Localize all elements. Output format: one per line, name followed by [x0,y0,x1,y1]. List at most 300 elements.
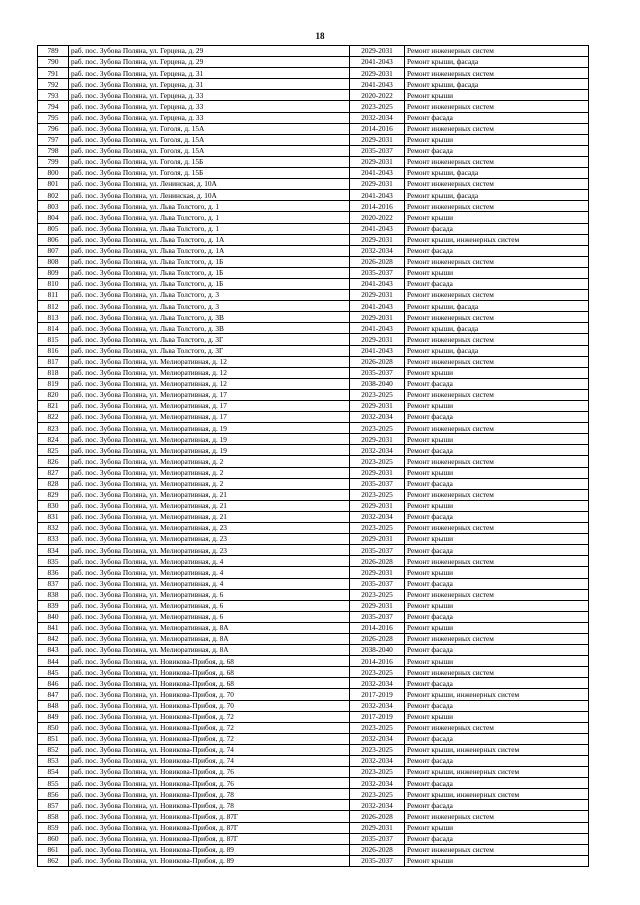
work-type-cell: Ремонт крыши [405,367,589,378]
work-type-cell: Ремонт инженерных систем [405,423,589,434]
address-cell: раб. пос. Зубова Поляна, ул. Новикова-Прибоя, д. 72 [69,722,350,733]
period-cell: 2023-2025 [350,722,405,733]
address-cell: раб. пос. Зубова Поляна, ул. Льва Толстого, д. 3В [69,312,350,323]
period-cell: 2032-2034 [350,678,405,689]
address-cell: раб. пос. Зубова Поляна, ул. Новикова-Прибоя, д. 87Г [69,822,350,833]
address-cell: раб. пос. Зубова Поляна, ул. Мелиоративная, д. 8А [69,633,350,644]
row-number-cell: 826 [38,456,69,467]
address-cell: раб. пос. Зубова Поляна, ул. Новикова-Прибоя, д. 74 [69,744,350,755]
address-cell: раб. пос. Зубова Поляна, ул. Мелиоративная, д. 2 [69,478,350,489]
work-type-cell: Ремонт инженерных систем [405,456,589,467]
row-number-cell: 854 [38,767,69,778]
row-number-cell: 829 [38,489,69,500]
table-row [38,90,589,101]
table-row [38,57,589,68]
period-cell: 2014-2016 [350,123,405,134]
address-cell: раб. пос. Зубова Поляна, ул. Гоголя, д. 15А [69,134,350,145]
work-type-cell: Ремонт крыши, инженерных систем [405,689,589,700]
row-number-cell: 808 [38,256,69,267]
address-cell: раб. пос. Зубова Поляна, ул. Мелиоративная, д. 4 [69,578,350,589]
table-row [38,800,589,811]
period-cell: 2032-2034 [350,112,405,123]
address-cell: раб. пос. Зубова Поляна, ул. Герцена, д. 33 [69,112,350,123]
work-type-cell: Ремонт инженерных систем [405,633,589,644]
row-number-cell: 807 [38,245,69,256]
address-cell: раб. пос. Зубова Поляна, ул. Гоголя, д. 15А [69,123,350,134]
table-row [38,101,589,112]
table-row [38,489,589,500]
address-cell: раб. пос. Зубова Поляна, ул. Мелиоративная, д. 21 [69,500,350,511]
row-number-cell: 861 [38,844,69,855]
work-type-cell: Ремонт крыши, инженерных систем [405,789,589,800]
period-cell: 2041-2043 [350,323,405,334]
table-row [38,645,589,656]
work-type-cell: Ремонт инженерных систем [405,256,589,267]
table-row [38,401,589,412]
table-row [38,722,589,733]
row-number-cell: 814 [38,323,69,334]
work-type-cell: Ремонт фасада [405,378,589,389]
address-cell: раб. пос. Зубова Поляна, ул. Мелиоративная, д. 4 [69,556,350,567]
row-number-cell: 852 [38,744,69,755]
row-number-cell: 860 [38,833,69,844]
table-row [38,578,589,589]
row-number-cell: 811 [38,290,69,301]
period-cell: 2041-2043 [350,190,405,201]
row-number-cell: 850 [38,722,69,733]
row-number-cell: 853 [38,756,69,767]
work-type-cell: Ремонт крыши [405,656,589,667]
work-type-cell: Ремонт крыши [405,534,589,545]
row-number-cell: 851 [38,733,69,744]
address-cell: раб. пос. Зубова Поляна, ул. Герцена, д. 29 [69,46,350,57]
period-cell: 2035-2037 [350,367,405,378]
table-row [38,611,589,622]
table-row [38,423,589,434]
table-row [38,545,589,556]
address-cell: раб. пос. Зубова Поляна, ул. Мелиоративная, д. 2 [69,456,350,467]
work-type-cell: Ремонт фасада [405,778,589,789]
address-cell: раб. пос. Зубова Поляна, ул. Мелиоративная, д. 12 [69,378,350,389]
table-row [38,456,589,467]
period-cell: 2026-2028 [350,844,405,855]
period-cell: 2029-2031 [350,68,405,79]
address-cell: раб. пос. Зубова Поляна, ул. Ленинская, д. 10А [69,179,350,190]
row-number-cell: 790 [38,57,69,68]
period-cell: 2041-2043 [350,301,405,312]
period-cell: 2035-2037 [350,611,405,622]
period-cell: 2017-2019 [350,711,405,722]
address-cell: раб. пос. Зубова Поляна, ул. Герцена, д. 29 [69,57,350,68]
work-type-cell: Ремонт крыши [405,90,589,101]
work-type-cell: Ремонт фасада [405,645,589,656]
row-number-cell: 803 [38,201,69,212]
address-cell: раб. пос. Зубова Поляна, ул. Герцена, д. 33 [69,101,350,112]
work-type-cell: Ремонт фасада [405,833,589,844]
address-cell: раб. пос. Зубова Поляна, ул. Новикова-Прибоя, д. 74 [69,756,350,767]
work-type-cell: Ремонт крыши, фасада [405,79,589,90]
table-row [38,179,589,190]
period-cell: 2029-2031 [350,290,405,301]
table-row [38,778,589,789]
address-cell: раб. пос. Зубова Поляна, ул. Льва Толстого, д. 1 [69,201,350,212]
table-row [38,500,589,511]
work-type-cell: Ремонт инженерных систем [405,523,589,534]
table-row [38,733,589,744]
table-row [38,767,589,778]
period-cell: 2023-2025 [350,101,405,112]
table-row [38,833,589,844]
work-type-cell: Ремонт фасада [405,445,589,456]
address-cell: раб. пос. Зубова Поляна, ул. Льва Толстого, д. 1А [69,234,350,245]
period-cell: 2029-2031 [350,500,405,511]
address-cell: раб. пос. Зубова Поляна, ул. Новикова-Прибоя, д. 89 [69,855,350,866]
table-row [38,656,589,667]
row-number-cell: 845 [38,667,69,678]
table-row [38,689,589,700]
row-number-cell: 795 [38,112,69,123]
row-number-cell: 816 [38,345,69,356]
table-row [38,633,589,644]
work-type-cell: Ремонт фасада [405,478,589,489]
work-type-cell: Ремонт крыши [405,267,589,278]
table-row [38,445,589,456]
address-cell: раб. пос. Зубова Поляна, ул. Новикова-Прибоя, д. 76 [69,778,350,789]
period-cell: 2032-2034 [350,756,405,767]
table-row [38,600,589,611]
period-cell: 2041-2043 [350,57,405,68]
table-row [38,68,589,79]
address-cell: раб. пос. Зубова Поляна, ул. Льва Толстого, д. 3Г [69,334,350,345]
period-cell: 2026-2028 [350,356,405,367]
row-number-cell: 813 [38,312,69,323]
period-cell: 2023-2025 [350,523,405,534]
address-cell: раб. пос. Зубова Поляна, ул. Мелиоративная, д. 17 [69,412,350,423]
period-cell: 2035-2037 [350,478,405,489]
address-cell: раб. пос. Зубова Поляна, ул. Новикова-Прибоя, д. 78 [69,789,350,800]
table-row [38,811,589,822]
work-type-cell: Ремонт инженерных систем [405,68,589,79]
period-cell: 2035-2037 [350,545,405,556]
work-type-cell: Ремонт крыши, фасада [405,190,589,201]
table-row [38,290,589,301]
work-type-cell: Ремонт фасада [405,733,589,744]
period-cell: 2029-2031 [350,179,405,190]
table-row [38,567,589,578]
period-cell: 2023-2025 [350,423,405,434]
period-cell: 2041-2043 [350,168,405,179]
row-number-cell: 842 [38,633,69,644]
work-type-cell: Ремонт крыши [405,567,589,578]
row-number-cell: 837 [38,578,69,589]
address-cell: раб. пос. Зубова Поляна, ул. Мелиоративная, д. 8А [69,622,350,633]
work-type-cell: Ремонт крыши [405,855,589,866]
table-row [38,334,589,345]
table-row [38,190,589,201]
period-cell: 2032-2034 [350,245,405,256]
period-cell: 2029-2031 [350,434,405,445]
row-number-cell: 838 [38,589,69,600]
period-cell: 2026-2028 [350,256,405,267]
work-type-cell: Ремонт инженерных систем [405,312,589,323]
row-number-cell: 820 [38,389,69,400]
row-number-cell: 791 [38,68,69,79]
table-row [38,212,589,223]
work-type-cell: Ремонт инженерных систем [405,811,589,822]
row-number-cell: 855 [38,778,69,789]
work-type-cell: Ремонт крыши [405,467,589,478]
address-cell: раб. пос. Зубова Поляна, ул. Новикова-Прибоя, д. 68 [69,667,350,678]
work-type-cell: Ремонт крыши [405,212,589,223]
table-row [38,245,589,256]
work-type-cell: Ремонт крыши [405,401,589,412]
period-cell: 2023-2025 [350,456,405,467]
table-row [38,46,589,57]
work-type-cell: Ремонт крыши, инженерных систем [405,767,589,778]
period-cell: 2038-2040 [350,645,405,656]
row-number-cell: 835 [38,556,69,567]
address-cell: раб. пос. Зубова Поляна, ул. Мелиоративная, д. 23 [69,534,350,545]
period-cell: 2023-2025 [350,789,405,800]
table-row [38,478,589,489]
work-type-cell: Ремонт фасада [405,112,589,123]
row-number-cell: 840 [38,611,69,622]
work-type-cell: Ремонт инженерных систем [405,489,589,500]
period-cell: 2029-2031 [350,467,405,478]
table-row [38,367,589,378]
table-row [38,345,589,356]
work-type-cell: Ремонт фасада [405,145,589,156]
row-number-cell: 794 [38,101,69,112]
address-cell: раб. пос. Зубова Поляна, ул. Льва Толстого, д. 1Б [69,267,350,278]
work-type-cell: Ремонт крыши [405,134,589,145]
address-cell: раб. пос. Зубова Поляна, ул. Мелиоративная, д. 21 [69,511,350,522]
row-number-cell: 789 [38,46,69,57]
row-number-cell: 833 [38,534,69,545]
period-cell: 2032-2034 [350,733,405,744]
table-row [38,123,589,134]
period-cell: 2029-2031 [350,401,405,412]
row-number-cell: 844 [38,656,69,667]
row-number-cell: 839 [38,600,69,611]
address-cell: раб. пос. Зубова Поляна, ул. Мелиоративная, д. 17 [69,389,350,400]
table-row [38,79,589,90]
address-cell: раб. пос. Зубова Поляна, ул. Новикова-Прибоя, д. 70 [69,689,350,700]
repair-schedule-table [37,45,589,867]
table-row [38,267,589,278]
address-cell: раб. пос. Зубова Поляна, ул. Мелиоративная, д. 6 [69,611,350,622]
work-type-cell: Ремонт фасада [405,223,589,234]
period-cell: 2029-2031 [350,46,405,57]
period-cell: 2032-2034 [350,412,405,423]
address-cell: раб. пос. Зубова Поляна, ул. Льва Толстого, д. 3 [69,290,350,301]
table-row [38,156,589,167]
work-type-cell: Ремонт фасада [405,756,589,767]
row-number-cell: 806 [38,234,69,245]
period-cell: 2026-2028 [350,811,405,822]
period-cell: 2023-2025 [350,767,405,778]
work-type-cell: Ремонт инженерных систем [405,156,589,167]
row-number-cell: 859 [38,822,69,833]
work-type-cell: Ремонт инженерных систем [405,589,589,600]
work-type-cell: Ремонт крыши, фасада [405,57,589,68]
table-row [38,556,589,567]
period-cell: 2029-2031 [350,312,405,323]
period-cell: 2029-2031 [350,600,405,611]
address-cell: раб. пос. Зубова Поляна, ул. Льва Толстого, д. 3 [69,301,350,312]
address-cell: раб. пос. Зубова Поляна, ул. Герцена, д. 31 [69,68,350,79]
row-number-cell: 792 [38,79,69,90]
row-number-cell: 821 [38,401,69,412]
row-number-cell: 798 [38,145,69,156]
row-number-cell: 843 [38,645,69,656]
table-row [38,234,589,245]
table-row [38,378,589,389]
period-cell: 2014-2016 [350,622,405,633]
work-type-cell: Ремонт инженерных систем [405,101,589,112]
address-cell: раб. пос. Зубова Поляна, ул. Мелиоративная, д. 4 [69,567,350,578]
table-row [38,678,589,689]
work-type-cell: Ремонт инженерных систем [405,290,589,301]
row-number-cell: 810 [38,278,69,289]
work-type-cell: Ремонт крыши, инженерных систем [405,234,589,245]
period-cell: 2032-2034 [350,800,405,811]
row-number-cell: 832 [38,523,69,534]
row-number-cell: 834 [38,545,69,556]
address-cell: раб. пос. Зубова Поляна, ул. Новикова-Прибоя, д. 68 [69,656,350,667]
row-number-cell: 856 [38,789,69,800]
period-cell: 2026-2028 [350,556,405,567]
table-row [38,356,589,367]
period-cell: 2035-2037 [350,833,405,844]
address-cell: раб. пос. Зубова Поляна, ул. Льва Толстого, д. 1Б [69,278,350,289]
work-type-cell: Ремонт фасада [405,511,589,522]
address-cell: раб. пос. Зубова Поляна, ул. Льва Толстого, д. 3В [69,323,350,334]
work-type-cell: Ремонт фасада [405,245,589,256]
period-cell: 2041-2043 [350,79,405,90]
row-number-cell: 819 [38,378,69,389]
work-type-cell: Ремонт крыши [405,434,589,445]
row-number-cell: 800 [38,168,69,179]
address-cell: раб. пос. Зубова Поляна, ул. Гоголя, д. 15А [69,145,350,156]
work-type-cell: Ремонт фасада [405,578,589,589]
table-row [38,855,589,866]
address-cell: раб. пос. Зубова Поляна, ул. Мелиоративная, д. 2 [69,467,350,478]
period-cell: 2023-2025 [350,489,405,500]
row-number-cell: 817 [38,356,69,367]
table-body [38,46,589,867]
address-cell: раб. пос. Зубова Поляна, ул. Новикова-Прибоя, д. 72 [69,711,350,722]
table-row [38,789,589,800]
work-type-cell: Ремонт инженерных систем [405,334,589,345]
period-cell: 2032-2034 [350,700,405,711]
period-cell: 2020-2022 [350,90,405,101]
address-cell: раб. пос. Зубова Поляна, ул. Мелиоративная, д. 19 [69,423,350,434]
table-row [38,323,589,334]
period-cell: 2041-2043 [350,278,405,289]
address-cell: раб. пос. Зубова Поляна, ул. Мелиоративная, д. 23 [69,523,350,534]
address-cell: раб. пос. Зубова Поляна, ул. Мелиоративная, д. 12 [69,367,350,378]
table-row [38,711,589,722]
address-cell: раб. пос. Зубова Поляна, ул. Льва Толстого, д. 1Б [69,256,350,267]
work-type-cell: Ремонт инженерных систем [405,356,589,367]
table-row [38,534,589,545]
work-type-cell: Ремонт крыши, фасада [405,323,589,334]
address-cell: раб. пос. Зубова Поляна, ул. Ленинская, д. 10А [69,190,350,201]
table-row [38,223,589,234]
period-cell: 2035-2037 [350,267,405,278]
row-number-cell: 847 [38,689,69,700]
address-cell: раб. пос. Зубова Поляна, ул. Новикова-Прибоя, д. 87Г [69,833,350,844]
row-number-cell: 809 [38,267,69,278]
table-row [38,467,589,478]
row-number-cell: 827 [38,467,69,478]
page-number: 18 [315,31,325,41]
period-cell: 2026-2028 [350,633,405,644]
work-type-cell: Ремонт инженерных систем [405,46,589,57]
row-number-cell: 802 [38,190,69,201]
address-cell: раб. пос. Зубова Поляна, ул. Гоголя, д. 15Б [69,156,350,167]
period-cell: 2014-2016 [350,201,405,212]
address-cell: раб. пос. Зубова Поляна, ул. Герцена, д. 31 [69,79,350,90]
period-cell: 2029-2031 [350,134,405,145]
table-row [38,744,589,755]
table-row [38,278,589,289]
table-row [38,412,589,423]
table-row [38,134,589,145]
period-cell: 2041-2043 [350,223,405,234]
row-number-cell: 812 [38,301,69,312]
table-row [38,145,589,156]
period-cell: 2029-2031 [350,822,405,833]
address-cell: раб. пос. Зубова Поляна, ул. Мелиоративная, д. 19 [69,434,350,445]
address-cell: раб. пос. Зубова Поляна, ул. Новикова-Прибоя, д. 76 [69,767,350,778]
work-type-cell: Ремонт крыши, фасада [405,301,589,312]
work-type-cell: Ремонт фасада [405,700,589,711]
row-number-cell: 849 [38,711,69,722]
table-row [38,112,589,123]
row-number-cell: 823 [38,423,69,434]
address-cell: раб. пос. Зубова Поляна, ул. Льва Толстого, д. 1 [69,212,350,223]
table-row [38,622,589,633]
row-number-cell: 862 [38,855,69,866]
row-number-cell: 801 [38,179,69,190]
table-row [38,434,589,445]
work-type-cell: Ремонт крыши, инженерных систем [405,744,589,755]
table-row [38,301,589,312]
work-type-cell: Ремонт инженерных систем [405,844,589,855]
address-cell: раб. пос. Зубова Поляна, ул. Новикова-Прибоя, д. 89 [69,844,350,855]
address-cell: раб. пос. Зубова Поляна, ул. Мелиоративная, д. 19 [69,445,350,456]
row-number-cell: 822 [38,412,69,423]
period-cell: 2023-2025 [350,589,405,600]
period-cell: 2029-2031 [350,534,405,545]
address-cell: раб. пос. Зубова Поляна, ул. Мелиоративная, д. 12 [69,356,350,367]
table-row [38,389,589,400]
address-cell: раб. пос. Зубова Поляна, ул. Мелиоративная, д. 8А [69,645,350,656]
period-cell: 2032-2034 [350,778,405,789]
address-cell: раб. пос. Зубова Поляна, ул. Мелиоративная, д. 17 [69,401,350,412]
work-type-cell: Ремонт крыши, фасада [405,345,589,356]
address-cell: раб. пос. Зубова Поляна, ул. Мелиоративная, д. 23 [69,545,350,556]
row-number-cell: 846 [38,678,69,689]
row-number-cell: 848 [38,700,69,711]
table-row [38,822,589,833]
address-cell: раб. пос. Зубова Поляна, ул. Новикова-Прибоя, д. 78 [69,800,350,811]
work-type-cell: Ремонт фасада [405,412,589,423]
period-cell: 2029-2031 [350,334,405,345]
table-row [38,844,589,855]
